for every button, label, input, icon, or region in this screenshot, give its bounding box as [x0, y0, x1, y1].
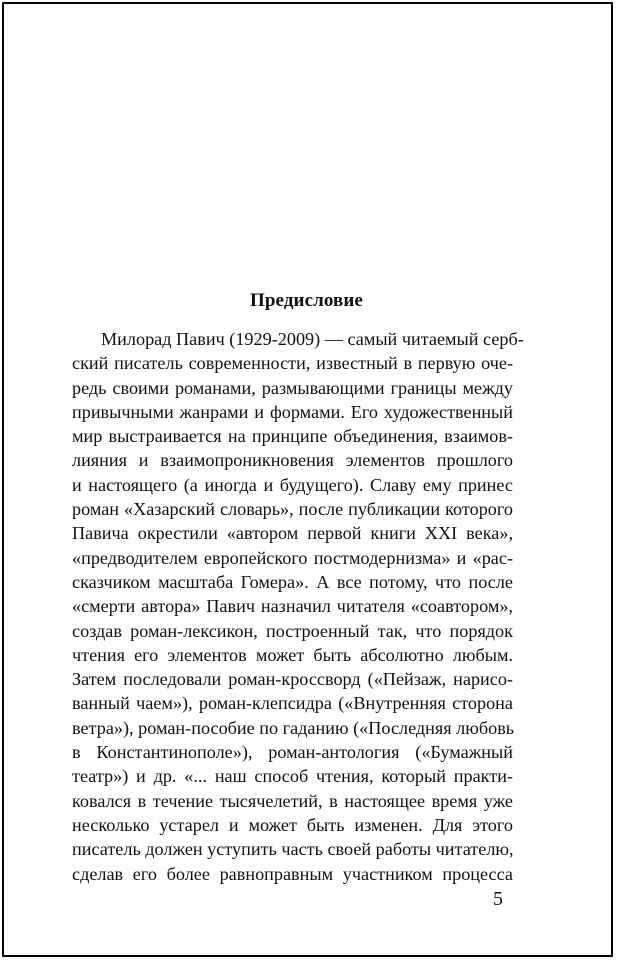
text-line: сделав его более равноправным участником процесса [72, 863, 513, 884]
text-line: Павича окрестили «автором первой книги XXI века», [72, 523, 513, 544]
text-line: привычными жанрами и формами. Его художественный [72, 401, 513, 422]
text-line: ветра»), роман-пособие по гаданию («Последняя любовь [72, 717, 515, 738]
text-line: сказчиком масштаба Гомера». А все потому, что после [72, 571, 513, 592]
text-line: ванный чаем»), роман-клепсидра («Внутренняя сторона [72, 693, 513, 714]
text-line: Затем последовали роман-кроссворд («Пейзаж, нарисо- [72, 669, 513, 690]
text-line: создав роман-лексикон, построенный так, что порядок [72, 620, 513, 641]
text-line: писатель должен уступить часть своей работы читателю, [72, 839, 514, 860]
text-line: лияния и взаимопроникновения элементов прошлого [72, 450, 513, 471]
text-line: роман «Хазарский словарь», после публикации которого [72, 499, 513, 520]
text-line: чтения его элементов может быть абсолютно любым. [72, 644, 513, 665]
text-line: мир выстраивается на принципе объединения, взаимов- [72, 426, 513, 447]
text-line: редь своими романами, размывающими границы между [72, 377, 513, 398]
text-line: ковался в течение тысячелетий, в настоящее время уже [72, 790, 513, 811]
text-line: театр») и др. «... наш способ чтения, который практи- [72, 766, 513, 787]
text-line: и настоящего (а иногда и будущего). Славу ему принес [72, 474, 513, 495]
text-line: в Константинополе»), роман-антология («Бумажный [72, 742, 513, 763]
text-line: «смерти автора» Павич назначил читателя «соавтором», [72, 596, 513, 617]
text-line: несколько устарел и может быть изменен. Для этого [72, 814, 513, 835]
page-heading: Предисловие [250, 290, 363, 311]
text-line: ский писатель современности, известный в первую оче- [72, 353, 513, 374]
text-line: «предводителем европейского постмодернизма» и «рас- [72, 547, 513, 568]
preface-text [72, 327, 524, 886]
page-number: 5 [493, 888, 503, 910]
text-line: Милорад Павич (1929-2009) — самый читаемый серб- [101, 329, 524, 349]
